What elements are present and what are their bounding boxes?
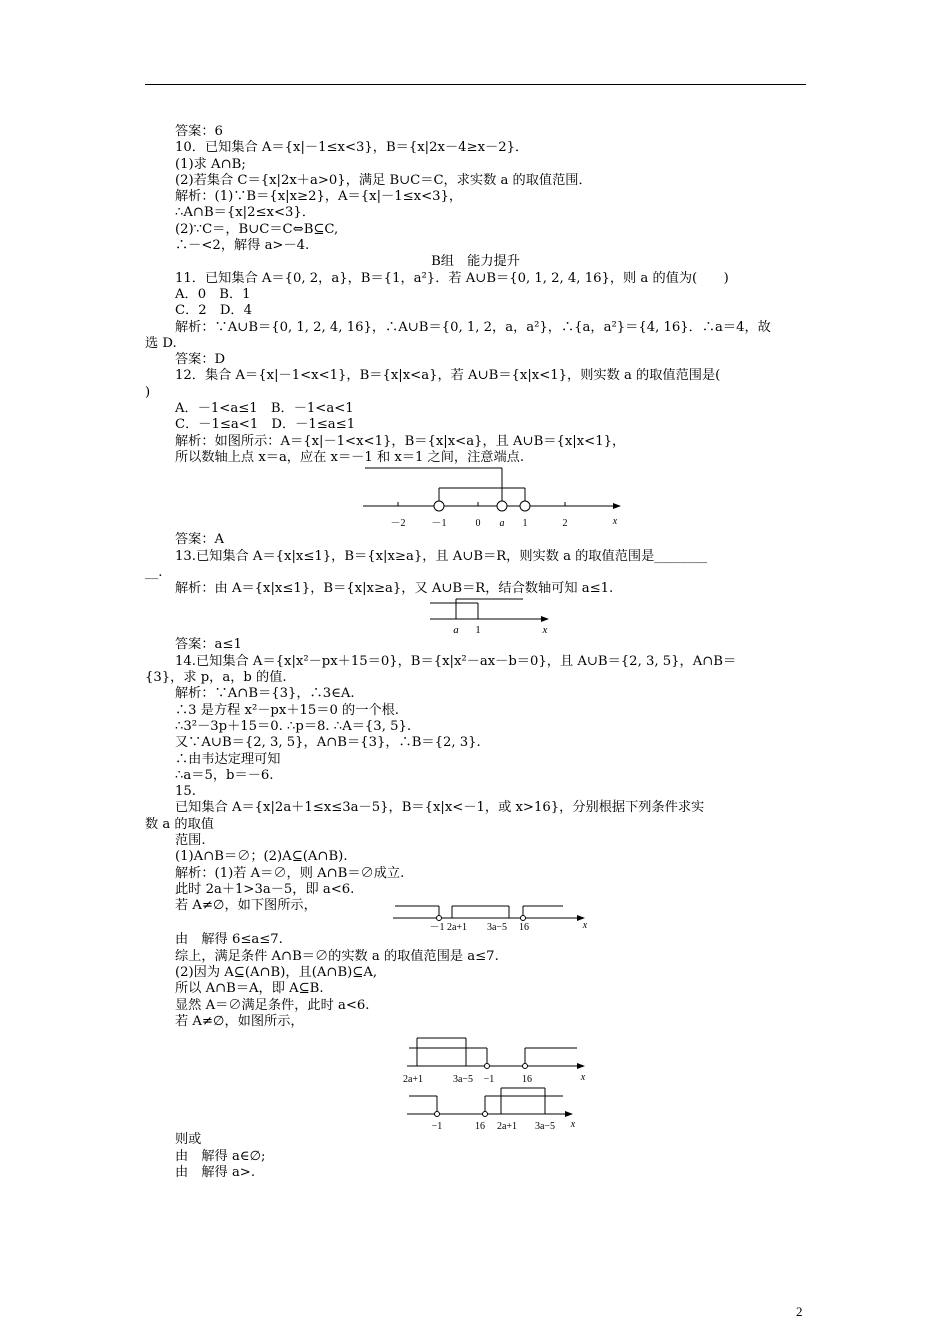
tick-label: a bbox=[499, 518, 505, 530]
page-number: 2 bbox=[796, 1304, 803, 1319]
q10-sol-4: ∴－<2，解得 a>－4. bbox=[175, 238, 310, 254]
q15-sol-2: 解析：(1)若 A＝∅，则 A∩B＝∅成立. bbox=[175, 865, 405, 881]
q11-options-2: C．2 D．4 bbox=[175, 303, 253, 319]
q14-sol-4: 又∵A∪B＝{2, 3, 5}，A∩B＝{3}，∴B＝{2, 3}. bbox=[175, 735, 481, 751]
q11-stem: 11．已知集合 A＝{0, 2，a}，B＝{1，a²}．若 A∪B＝{0, 1, 2, 4, 16}，则 a 的值为( ) bbox=[175, 270, 729, 286]
tick-label: 2a+1 bbox=[496, 1121, 518, 1133]
tick-label: －1 bbox=[429, 922, 445, 933]
tick-label: 2a+1 bbox=[402, 1074, 424, 1085]
q15-sol-7: (2)因为 A⊆(A∩B)，且(A∩B)⊆A, bbox=[175, 965, 378, 981]
tick-label: 16 bbox=[519, 922, 529, 933]
tick-label: －1 bbox=[431, 518, 447, 530]
q13-stem: 13.已知集合 A＝{x|x≤1}，B＝{x|x≥a}，且 A∪B＝R，则实数 a 的取值范围是________ bbox=[175, 548, 708, 564]
tick-label: 16 bbox=[522, 1074, 532, 1085]
q12-stem-cont: ) bbox=[145, 384, 151, 400]
tick-label: －2 bbox=[390, 518, 406, 530]
tick-label: 3a−5 bbox=[534, 1121, 556, 1133]
q13-stem-cont: __. bbox=[145, 564, 163, 580]
q14-sol-3: ∴3²－3p＋15＝0. ∴p＝8. ∴A＝{3, 5}. bbox=[175, 718, 412, 734]
tick-label: 1 bbox=[475, 624, 481, 637]
q15-sol-11: 则或 bbox=[175, 1132, 202, 1148]
q11-sol-2: 选 D. bbox=[145, 335, 177, 351]
q10-part1: (1)求 A∩B; bbox=[175, 156, 246, 172]
q15-sol-1: (1)A∩B＝∅；(2)A⊆(A∩B). bbox=[175, 849, 348, 865]
tick-label: −1 bbox=[431, 1121, 443, 1133]
q12-options-1: A．－1<a≤1 B．－1<a<1 bbox=[175, 401, 354, 417]
q15-sol-12: 由 解得 a∈∅; bbox=[175, 1148, 266, 1164]
axis-label: x bbox=[612, 516, 618, 528]
q10-sol-1: 解析：(1)∵B＝{x|x≥2}，A＝{x|－1≤x<3}， bbox=[175, 189, 463, 205]
q10-stem: 10．已知集合 A＝{x|－1≤x<3}，B＝{x|2x－4≥x－2}． bbox=[175, 140, 529, 156]
tick-label: 1 bbox=[522, 518, 528, 530]
q13-sol: 解析：由 A＝{x|x≤1}，B＝{x|x≥a}，又 A∪B＝R，结合数轴可知 a≤1. bbox=[175, 581, 614, 597]
q12-answer: 答案：A bbox=[175, 532, 225, 548]
number-line-q15b bbox=[145, 1034, 806, 1084]
q15-stem-2: 数 a 的取值 bbox=[145, 816, 214, 832]
page-content bbox=[145, 124, 806, 1181]
q15-sol-3: 此时 2a＋1>3a－5，即 a<6. bbox=[175, 881, 355, 897]
q11-sol-1: 解析：∵A∪B＝{0, 1, 2, 4, 16}，∴A∪B＝{0, 1, 2，a，a²}，∴{a，a²}＝{4, 16}．∴a＝4，故 bbox=[175, 319, 771, 335]
q10-part2: (2)若集合 C＝{x|2x＋a>0}，满足 B∪C＝C，求实数 a 的取值范围． bbox=[175, 172, 592, 188]
q15-stem-3: 范围. bbox=[175, 832, 206, 848]
tick-label: 2 bbox=[562, 518, 568, 530]
q14-stem-2: {3}，求 p，a，b 的值. bbox=[145, 670, 287, 686]
axis-label: x bbox=[570, 1119, 576, 1131]
number-line-q13 bbox=[145, 597, 806, 637]
tick-label: 3a−5 bbox=[452, 1074, 474, 1085]
q14-sol-6: ∴a＝5，b＝－6. bbox=[175, 767, 274, 783]
q15-sol-4: 若 A≠∅，如下图所示， bbox=[175, 898, 317, 914]
tick-label: 16 bbox=[475, 1121, 485, 1133]
q15-sol-10: 若 A≠∅，如图所示， bbox=[175, 1013, 304, 1029]
q15-number: 15. bbox=[175, 784, 196, 800]
q11-options-1: A．0 B．1 bbox=[175, 286, 251, 302]
q12-sol-1: 解析：如图所示：A＝{x|－1<x<1}，B＝{x|x<a}，且 A∪B＝{x|x<1}， bbox=[175, 433, 626, 449]
number-line-q12 bbox=[145, 466, 806, 532]
q12-options-2: C．－1≤a<1 D．－1≤a≤1 bbox=[175, 417, 356, 433]
q14-sol-2: ∴3 是方程 x²－px＋15＝0 的一个根. bbox=[175, 702, 399, 718]
q11-answer: 答案：D bbox=[175, 352, 226, 368]
q12-sol-2: 所以数轴上点 x＝a，应在 x＝－1 和 x＝1 之间，注意端点. bbox=[175, 449, 525, 465]
q12-stem: 12．集合 A＝{x|－1<x<1}，B＝{x|x<a}，若 A∪B＝{x|x<1}，则实数 a 的取值范围是( bbox=[175, 368, 721, 384]
q15-sol-8: 所以 A∩B＝A，即 A⊆B. bbox=[175, 981, 324, 997]
q10-sol-2: ∴A∩B＝{x|2≤x<3}． bbox=[175, 205, 316, 221]
header-rule bbox=[145, 84, 806, 85]
tick-label: 2a+1 bbox=[446, 922, 468, 933]
q10-sol-3: (2)∵C＝，B∪C＝C⇔B⊆C, bbox=[175, 221, 339, 237]
axis-label: x bbox=[542, 624, 548, 637]
q13-answer: 答案：a≤1 bbox=[175, 637, 242, 653]
section-heading-b: B组 能力提升 bbox=[431, 254, 520, 270]
tick-label: 0 bbox=[475, 518, 481, 530]
tick-label: a bbox=[453, 624, 459, 637]
answer-9: 答案：6 bbox=[175, 124, 223, 139]
tick-label: 3a−5 bbox=[486, 922, 508, 933]
q15-sol-9: 显然 A＝∅满足条件，此时 a<6. bbox=[175, 997, 370, 1013]
q14-sol-1: 解析：∵A∩B＝{3}，∴3∈A. bbox=[175, 686, 355, 702]
axis-label: x bbox=[582, 920, 588, 932]
q15-sol-5: 由 解得 6≤a≤7. bbox=[175, 932, 283, 948]
tick-label: −1 bbox=[483, 1074, 495, 1085]
q15-sol-6: 综上，满足条件 A∩B＝∅的实数 a 的取值范围是 a≤7. bbox=[175, 948, 499, 964]
q14-sol-5: ∴由韦达定理可知 bbox=[175, 751, 281, 767]
axis-label: x bbox=[580, 1072, 586, 1084]
q15-stem-1: 已知集合 A＝{x|2a＋1≤x≤3a－5}，B＝{x|x<－1，或 x>16}，分别根据下列条件求实 bbox=[175, 800, 705, 816]
q14-stem-1: 14.已知集合 A＝{x|x²－px＋15＝0}，B＝{x|x²－ax－b＝0}，且 A∪B＝{2, 3, 5}，A∩B＝ bbox=[175, 653, 737, 669]
q15-sol-13: 由 解得 a>. bbox=[175, 1164, 256, 1180]
number-line-q15c bbox=[145, 1086, 806, 1132]
